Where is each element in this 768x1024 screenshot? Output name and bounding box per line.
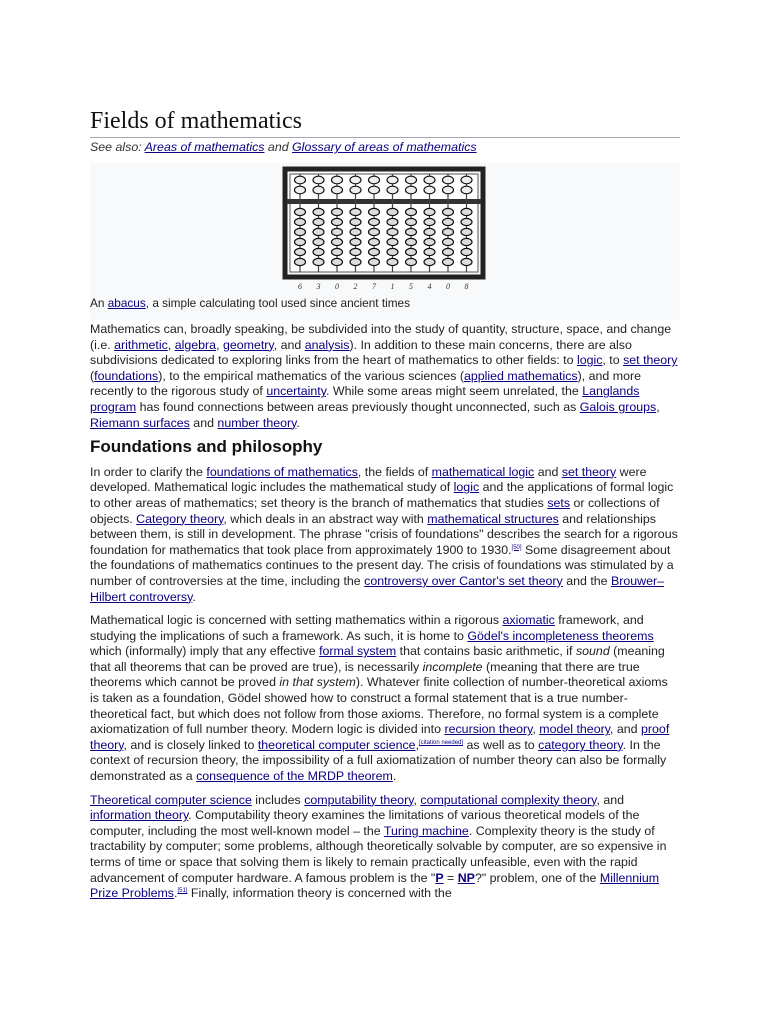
link-applied-mathematics[interactable]: applied mathematics: [463, 368, 578, 383]
abacus-bead: [295, 208, 306, 215]
abacus-bead: [443, 218, 454, 225]
abacus-bead: [350, 186, 361, 194]
link-model-theory[interactable]: model theory: [539, 722, 610, 737]
see-also-prefix: See also:: [90, 140, 145, 154]
link-geometry[interactable]: geometry: [222, 337, 274, 352]
abacus-bead: [313, 238, 324, 245]
abacus-bead: [313, 228, 324, 235]
link-cantor-controversy[interactable]: controversy over Cantor's set theory: [364, 573, 563, 588]
abacus-digit: 4: [427, 282, 432, 291]
abacus-bead: [387, 176, 398, 184]
abacus-bead: [332, 248, 343, 255]
abacus-bead: [461, 238, 472, 245]
abacus-bead: [406, 248, 417, 255]
abacus-bead: [313, 218, 324, 225]
paragraph-logic: [90, 613, 680, 785]
abacus-bead: [443, 176, 454, 184]
link-abacus[interactable]: abacus: [107, 296, 146, 310]
link-information-theory[interactable]: information theory: [90, 808, 189, 823]
text: ,: [532, 722, 540, 737]
abacus-bead: [387, 258, 398, 265]
abacus-bead: [332, 208, 343, 215]
text: (: [90, 368, 95, 383]
text: and: [534, 464, 562, 479]
text: Finally, information theory is concerned with the: [187, 886, 452, 901]
link-p[interactable]: P: [435, 870, 444, 885]
abacus-bead: [424, 218, 435, 225]
abacus-bead: [350, 248, 361, 255]
link-mathematical-logic[interactable]: mathematical logic: [431, 464, 535, 479]
abacus-digit: 1: [390, 282, 395, 291]
abacus-bead: [406, 208, 417, 215]
abacus-bead: [387, 248, 398, 255]
paragraph-intro: [90, 322, 680, 431]
text: , and: [273, 337, 305, 352]
text: Mathematical logic is concerned with setting mathematics within a rigorous: [90, 613, 503, 628]
abacus-bead: [406, 176, 417, 184]
link-foundations-of-mathematics[interactable]: foundations of mathematics: [206, 464, 358, 479]
abacus-digit: 2: [353, 282, 358, 291]
abacus-bead: [295, 218, 306, 225]
text: , and is closely linked to: [123, 737, 258, 752]
abacus-bead: [406, 228, 417, 235]
abacus-bead: [443, 228, 454, 235]
abacus-bead: [369, 238, 380, 245]
link-formal-system[interactable]: formal system: [319, 644, 397, 659]
link-category-theory-2[interactable]: category theory: [538, 737, 623, 752]
abacus-bead: [424, 228, 435, 235]
text: ,: [415, 737, 420, 752]
abacus-bead: [313, 186, 324, 194]
link-foundations[interactable]: foundations: [94, 368, 159, 383]
text: which (informally) imply that any effective: [90, 644, 320, 659]
text: . Computability theory examines the limitations of various theoretical models of the computer, including the most well-known model – the: [90, 808, 640, 838]
abacus-bead: [350, 176, 361, 184]
abacus-bead: [424, 238, 435, 245]
link-proof-theory[interactable]: proof theory: [90, 722, 670, 752]
link-godel-incompleteness[interactable]: Gödel's incompleteness theorems: [467, 628, 654, 643]
abacus-bead: [332, 176, 343, 184]
link-brouwer-hilbert[interactable]: Brouwer–Hilbert controversy: [90, 573, 665, 604]
see-also-mid: and: [264, 140, 293, 154]
text: and: [189, 415, 218, 430]
abacus-digit: 5: [409, 282, 413, 291]
abacus-bead: [387, 186, 398, 194]
figure-caption: [90, 296, 410, 310]
italic-text: sound: [575, 644, 610, 659]
link-analysis[interactable]: analysis: [304, 337, 350, 352]
abacus-bead: [461, 208, 472, 215]
abacus-beam: [287, 199, 481, 204]
link-arithmetic[interactable]: arithmetic: [114, 337, 168, 352]
abacus-bead: [461, 258, 472, 265]
abacus-bead: [369, 176, 380, 184]
link-turing-machine[interactable]: Turing machine: [383, 823, 469, 838]
text: that contains basic arithmetic, if: [396, 644, 576, 659]
abacus-bead: [406, 218, 417, 225]
abacus-bead: [387, 218, 398, 225]
abacus-bead: [387, 208, 398, 215]
abacus-bead: [369, 248, 380, 255]
abacus-bead: [369, 208, 380, 215]
text: .: [192, 589, 196, 604]
text: . In the context of recursion theory, the impossibility of a full axiomatization of number theory can also be formally demonstrated as a: [90, 737, 667, 784]
abacus-bead: [461, 218, 472, 225]
abacus-bead: [313, 208, 324, 215]
text: ). Whatever finite collection of number-theoretical axioms is taken as a foundation, Gödel showed how to construct a formal statement that is a true number-theoretical fact, but which does not follow from those axioms. Therefore, no formal system is a complete axiomatization of full number theory. Modern logic is divided into: [90, 675, 668, 737]
text: ). In addition to these main concerns, there are also subdivisions dedicated to exploring links from the heart of mathematics to other fields: to: [90, 337, 632, 368]
abacus-bead: [313, 176, 324, 184]
text: .: [174, 886, 178, 901]
caption-post: , a simple calculating tool used since ancient times: [145, 296, 411, 310]
text: .: [392, 769, 397, 784]
link-millennium-prize[interactable]: Millennium Prize Problems: [90, 870, 660, 901]
text: =: [443, 870, 458, 885]
link-logic[interactable]: logic: [576, 353, 603, 368]
link-riemann-surfaces[interactable]: Riemann surfaces: [90, 415, 190, 430]
abacus-bead: [350, 218, 361, 225]
abacus-bead: [461, 248, 472, 255]
text: , which deals in an abstract way with: [223, 511, 428, 526]
text: .: [296, 415, 300, 430]
text: has found connections between areas previously thought unconnected, such as: [136, 399, 580, 414]
abacus-bead: [443, 238, 454, 245]
abacus-bead: [443, 258, 454, 265]
abacus-bead: [369, 186, 380, 194]
page-title: Fields of mathematics: [90, 108, 680, 138]
text: includes: [251, 792, 305, 807]
abacus-bead: [369, 258, 380, 265]
link-logic-2[interactable]: logic: [453, 480, 480, 495]
text: Mathematics can, broadly speaking, be subdivided into the study of quantity, structure, space, and change (i.e.: [90, 322, 672, 352]
abacus-bead: [406, 258, 417, 265]
text: were developed. Mathematical logic includes the mathematical study of: [90, 464, 647, 495]
caption-pre: An: [90, 296, 108, 310]
abacus-bead: [350, 208, 361, 215]
abacus-bead: [387, 228, 398, 235]
text: or collections of objects.: [90, 495, 660, 526]
text: ,: [413, 792, 421, 807]
abacus-digit: 0: [446, 282, 450, 291]
see-also-note: [90, 140, 477, 154]
abacus-digit: 6: [298, 282, 302, 291]
abacus-bead: [369, 218, 380, 225]
abacus-bead: [295, 186, 306, 194]
abacus-bead: [443, 248, 454, 255]
abacus-bead: [295, 228, 306, 235]
link-number-theory[interactable]: number theory: [217, 415, 297, 430]
abacus-digit: 8: [464, 282, 469, 291]
abacus-bead: [313, 248, 324, 255]
text: (meaning that there are true theorems which cannot be proved: [90, 659, 640, 690]
abacus-bead: [406, 238, 417, 245]
abacus-bead: [443, 208, 454, 215]
text: (meaning that all theorems that can be proved are true), is necessarily: [90, 644, 665, 674]
abacus-bead: [350, 258, 361, 265]
link-areas-of-mathematics[interactable]: Areas of mathematics: [144, 140, 265, 154]
link-np[interactable]: NP: [457, 870, 475, 885]
link-theoretical-cs[interactable]: theoretical computer science: [257, 737, 416, 752]
abacus-bead: [350, 228, 361, 235]
abacus-digit: 7: [372, 282, 376, 291]
abacus-bead: [295, 258, 306, 265]
abacus-bead: [332, 228, 343, 235]
link-galois-groups[interactable]: Galois groups: [579, 399, 657, 414]
abacus-bead: [332, 186, 343, 194]
link-set-theory[interactable]: set theory: [623, 353, 678, 368]
abacus-bead: [424, 208, 435, 215]
link-algebra[interactable]: algebra: [174, 337, 217, 352]
link-uncertainty[interactable]: uncertainty: [266, 384, 327, 399]
text: ), and more recently to the rigorous study of: [90, 368, 641, 399]
abacus-bead: [295, 176, 306, 184]
abacus-bead: [461, 228, 472, 235]
abacus-bead: [295, 248, 306, 255]
section-heading: Foundations and philosophy: [90, 437, 323, 457]
abacus-bead: [332, 258, 343, 265]
citation-50[interactable]: [50]: [511, 544, 522, 551]
abacus-bead: [332, 238, 343, 245]
link-category-theory[interactable]: Category theory: [136, 511, 224, 526]
text: ,: [167, 337, 175, 352]
citation-51[interactable]: [51]: [177, 888, 188, 895]
link-set-theory-2[interactable]: set theory: [561, 464, 617, 479]
abacus-image[interactable]: [282, 166, 488, 294]
abacus-bead: [461, 176, 472, 184]
article-body: [90, 322, 680, 910]
text: , the fields of: [357, 464, 432, 479]
text: and relationships between them, is still in development. The phrase "crisis of foundations" describes the search for a rigorous foundation for mathematics that took place from approximately 1900 to 1930.: [90, 511, 678, 557]
abacus-bead: [295, 238, 306, 245]
link-axiomatic[interactable]: axiomatic: [502, 613, 555, 628]
abacus-bead: [424, 186, 435, 194]
link-mathematical-structures[interactable]: mathematical structures: [427, 511, 559, 526]
abacus-bead: [406, 186, 417, 194]
link-mrdp-theorem[interactable]: consequence of the MRDP theorem: [196, 769, 393, 784]
abacus-digit: 0: [335, 282, 339, 291]
text: framework, and studying the implications of such a framework. As such, it is home to: [90, 613, 644, 643]
link-sets[interactable]: sets: [547, 495, 571, 510]
abacus-bead: [369, 228, 380, 235]
abacus-bead: [424, 176, 435, 184]
abacus-bead: [424, 258, 435, 265]
link-langlands-program[interactable]: Langlands program: [90, 384, 640, 414]
text: , to: [602, 353, 624, 368]
abacus-bead: [387, 238, 398, 245]
text: ?" problem, one of the: [474, 870, 600, 885]
citation-needed[interactable]: [citation needed]: [419, 739, 464, 746]
abacus-bead: [350, 238, 361, 245]
link-glossary[interactable]: Glossary of areas of mathematics: [292, 140, 477, 154]
text: In order to clarify the: [90, 464, 207, 479]
abacus-bead: [424, 248, 435, 255]
paragraph-tcs: [90, 793, 680, 902]
link-complexity-theory[interactable]: computational complexity theory: [420, 792, 597, 807]
text: . While some areas might seem unrelated, the: [326, 384, 583, 399]
text: , and: [610, 722, 642, 737]
link-theoretical-cs-2[interactable]: Theoretical computer science: [90, 792, 252, 807]
abacus-digit: 3: [316, 282, 321, 291]
abacus-bead: [461, 186, 472, 194]
text: Some disagreement about the foundations of mathematics continues to the present day. The crisis of foundations was stimulated by a number of controversies at the time, including the: [90, 542, 674, 588]
text: ), to the empirical mathematics of the various sciences (: [158, 368, 464, 383]
text: . Complexity theory is the study of tractability by computer; some problems, although theoretically solvable by computer, are so expensive in terms of time or space that solving them is likely to remain practically unfeasible, even with the rapid advancement of computer hardware. A famous problem is the ": [90, 823, 667, 885]
abacus-bead: [443, 186, 454, 194]
text: , and: [596, 792, 625, 807]
italic-text: in that system: [279, 675, 356, 690]
text: and the applications of formal logic to other areas of mathematics; set theory is the branch of mathematics that studies: [90, 480, 674, 510]
italic-text: incomplete: [422, 659, 483, 674]
text: and the: [562, 573, 611, 588]
link-computability-theory[interactable]: computability theory: [304, 792, 414, 807]
text: ,: [656, 399, 660, 414]
text: as well as to: [463, 737, 539, 752]
abacus-bead: [332, 218, 343, 225]
abacus-bead: [313, 258, 324, 265]
paragraph-foundations: [90, 465, 680, 605]
link-recursion-theory[interactable]: recursion theory: [444, 722, 533, 737]
text: ,: [216, 337, 223, 352]
